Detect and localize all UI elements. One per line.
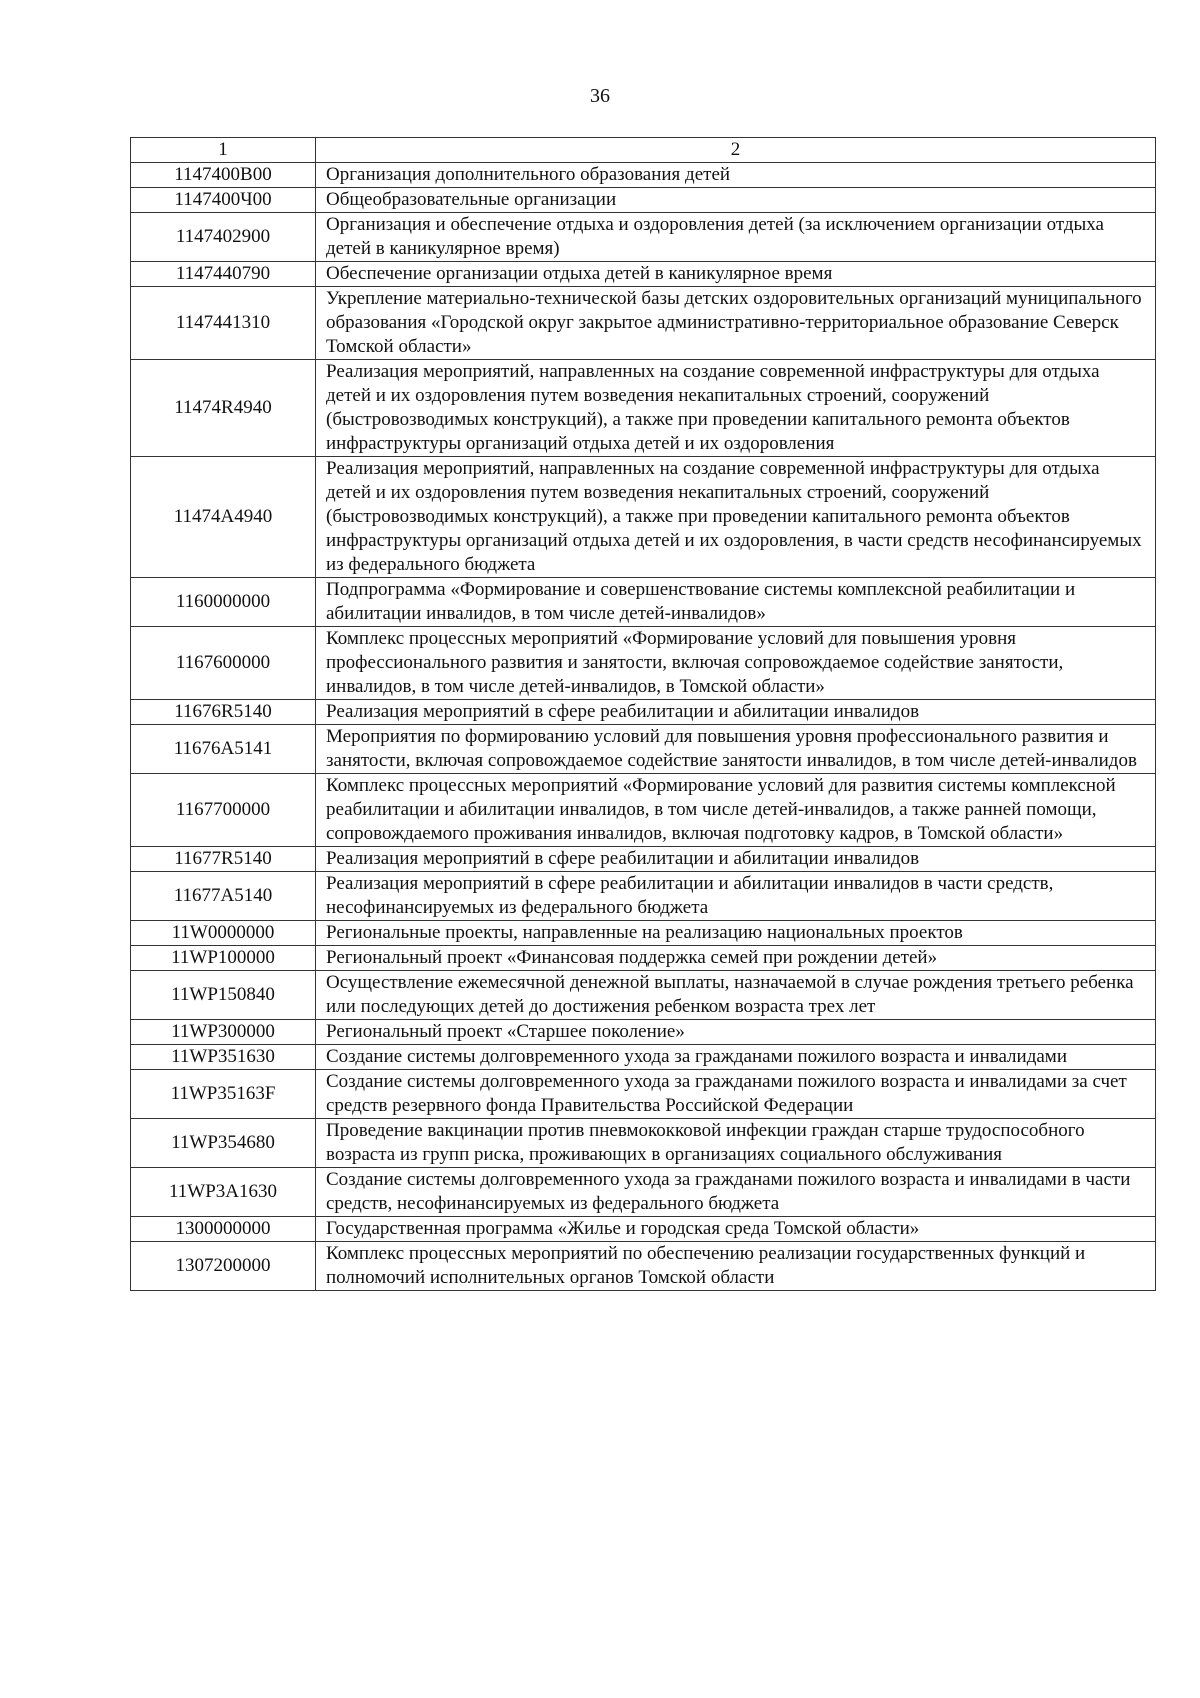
row-code: 11WP354680 xyxy=(131,1119,316,1168)
row-description: Государственная программа «Жилье и городская среда Томской области» xyxy=(316,1217,1156,1242)
table-row xyxy=(131,163,1156,188)
row-code: 11WP351630 xyxy=(131,1045,316,1070)
row-description: Общеобразовательные организации xyxy=(316,188,1156,213)
row-code: 1147441310 xyxy=(131,287,316,360)
table-row xyxy=(131,946,1156,971)
row-description: Региональный проект «Старшее поколение» xyxy=(316,1020,1156,1045)
row-code: 1167700000 xyxy=(131,774,316,847)
table-row xyxy=(131,287,1156,360)
row-code: 11676R5140 xyxy=(131,700,316,725)
table-row xyxy=(131,578,1156,627)
table-row xyxy=(131,700,1156,725)
row-description: Создание системы долговременного ухода за гражданами пожилого возраста и инвалидами в части средств, несофинансируемых из федерального бюджета xyxy=(316,1168,1156,1217)
table-row xyxy=(131,725,1156,774)
table-row xyxy=(131,1020,1156,1045)
row-code: 1147440790 xyxy=(131,262,316,287)
row-description: Создание системы долговременного ухода за гражданами пожилого возраста и инвалидами xyxy=(316,1045,1156,1070)
row-description: Реализация мероприятий в сфере реабилитации и абилитации инвалидов xyxy=(316,700,1156,725)
row-code: 1147400Ч00 xyxy=(131,188,316,213)
row-code: 11W0000000 xyxy=(131,921,316,946)
row-description: Организация и обеспечение отдыха и оздоровления детей (за исключением организации отдыха детей в каникулярное время) xyxy=(316,213,1156,262)
row-code: 11WP100000 xyxy=(131,946,316,971)
row-code: 1167600000 xyxy=(131,627,316,700)
row-code: 1147402900 xyxy=(131,213,316,262)
row-description: Обеспечение организации отдыха детей в каникулярное время xyxy=(316,262,1156,287)
row-description: Комплекс процессных мероприятий «Формирование условий для развития системы комплексной реабилитации и абилитации инвалидов, в том числе детей-инвалидов, а также ранней помощи, сопровождаемого проживания инвалидов, включая подготовку кадров, в Томской области» xyxy=(316,774,1156,847)
row-description: Осуществление ежемесячной денежной выплаты, назначаемой в случае рождения третьего ребенка или последующих детей до достижения ребенком возраста трех лет xyxy=(316,971,1156,1020)
table-row xyxy=(131,774,1156,847)
table-row xyxy=(131,847,1156,872)
table-row xyxy=(131,1119,1156,1168)
row-code: 1307200000 xyxy=(131,1242,316,1291)
table-row xyxy=(131,921,1156,946)
row-description: Комплекс процессных мероприятий по обеспечению реализации государственных функций и полномочий исполнительных органов Томской области xyxy=(316,1242,1156,1291)
table-row xyxy=(131,1045,1156,1070)
table-row xyxy=(131,1242,1156,1291)
row-description: Создание системы долговременного ухода за гражданами пожилого возраста и инвалидами за счет средств резервного фонда Правительства Российской Федерации xyxy=(316,1070,1156,1119)
row-code: 11WP35163F xyxy=(131,1070,316,1119)
row-code: 1147400В00 xyxy=(131,163,316,188)
row-description: Проведение вакцинации против пневмококковой инфекции граждан старше трудоспособного возраста из групп риска, проживающих в организациях социального обслуживания xyxy=(316,1119,1156,1168)
column-header-description: 2 xyxy=(316,138,1156,163)
table-row xyxy=(131,872,1156,921)
classification-table xyxy=(130,137,1156,1291)
row-code: 11676А5141 xyxy=(131,725,316,774)
row-code: 11677А5140 xyxy=(131,872,316,921)
row-code: 11677R5140 xyxy=(131,847,316,872)
row-description: Реализация мероприятий, направленных на создание современной инфраструктуры для отдыха детей и их оздоровления путем возведения некапитальных строений, сооружений (быстровозводимых конструкций), а также при проведении капитального ремонта объектов инфраструктуры организаций отдыха детей и их оздоровления, в части средств несофинансируемых из федерального бюджета xyxy=(316,457,1156,578)
row-code: 11474R4940 xyxy=(131,360,316,457)
row-description: Мероприятия по формированию условий для повышения уровня профессионального развития и занятости, включая сопровождаемое содействие занятости инвалидов, в том числе детей-инвалидов xyxy=(316,725,1156,774)
row-description: Региональный проект «Финансовая поддержка семей при рождении детей» xyxy=(316,946,1156,971)
row-code: 11WP3A1630 xyxy=(131,1168,316,1217)
table-row xyxy=(131,262,1156,287)
page-number: 36 xyxy=(590,85,610,107)
table-row xyxy=(131,1168,1156,1217)
row-code: 1160000000 xyxy=(131,578,316,627)
row-description: Подпрограмма «Формирование и совершенствование системы комплексной реабилитации и абилитации инвалидов, в том числе детей-инвалидов» xyxy=(316,578,1156,627)
row-description: Реализация мероприятий в сфере реабилитации и абилитации инвалидов xyxy=(316,847,1156,872)
table-row xyxy=(131,627,1156,700)
row-code: 11WP300000 xyxy=(131,1020,316,1045)
row-description: Реализация мероприятий, направленных на создание современной инфраструктуры для отдыха детей и их оздоровления путем возведения некапитальных строений, сооружений (быстровозводимых конструкций), а также при проведении капитального ремонта объектов инфраструктуры организаций отдыха детей и их оздоровления xyxy=(316,360,1156,457)
table-row xyxy=(131,971,1156,1020)
column-header-code: 1 xyxy=(131,138,316,163)
table-row xyxy=(131,188,1156,213)
row-description: Реализация мероприятий в сфере реабилитации и абилитации инвалидов в части средств, несофинансируемых из федерального бюджета xyxy=(316,872,1156,921)
row-code: 11WP150840 xyxy=(131,971,316,1020)
table-row xyxy=(131,457,1156,578)
row-code: 1300000000 xyxy=(131,1217,316,1242)
table-row xyxy=(131,213,1156,262)
row-description: Организация дополнительного образования детей xyxy=(316,163,1156,188)
table-header-row xyxy=(131,138,1156,163)
row-description: Комплекс процессных мероприятий «Формирование условий для повышения уровня профессионального развития и занятости, включая сопровождаемое содействие занятости, инвалидов, в том числе детей-инвалидов, в Томской области» xyxy=(316,627,1156,700)
row-description: Региональные проекты, направленные на реализацию национальных проектов xyxy=(316,921,1156,946)
table-row xyxy=(131,1217,1156,1242)
row-description: Укрепление материально-технической базы детских оздоровительных организаций муниципального образования «Городской округ закрытое административно-территориальное образование Северск Томской области» xyxy=(316,287,1156,360)
row-code: 11474А4940 xyxy=(131,457,316,578)
table-row xyxy=(131,360,1156,457)
table-row xyxy=(131,1070,1156,1119)
